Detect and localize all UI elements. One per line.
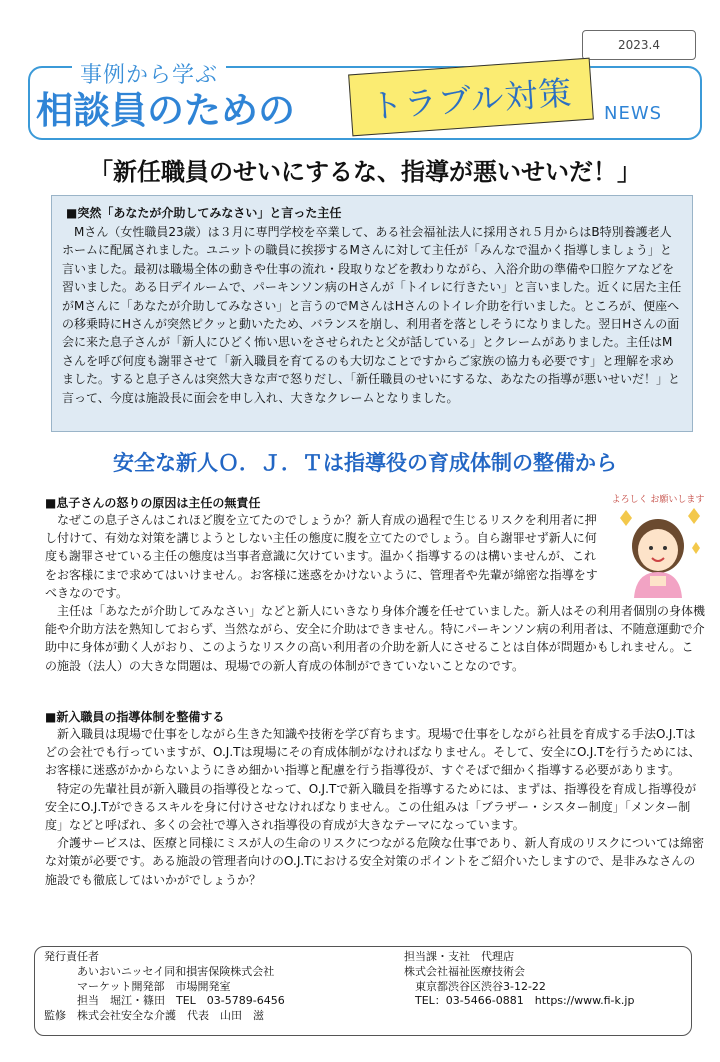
- section-cause-paragraph-1: なぜこの息子さんはこれほど腹を立てたのでしょうか？新人育成の過程で生じるリスクを利用者に押し付けて、有効な対策を講じようとしない主任の態度に腹を立てたのでしょう。自ら謝罪せず新人に何度も謝罪させている主任の態度は当事者意識に欠けています。温かく指導するのは構いませんが、これをお客様にまで求めてはいけません。お客様に迷惑をかけないように、管理者や先輩が綿密な指導をすべきなのです。: [45, 513, 598, 600]
- footer-agency: [404, 950, 634, 1009]
- case-body: Mさん（女性職員23歳）は３月に専門学校を卒業して、ある社会福祉法人に採用され５月からはB特別養護老人ホームに配属されました。ユニットの職員に挨拶するMさんに対して主任が「みんなで温かく指導しましょう」と言いました。最初は職場全体の動きや仕事の流れ・段取りなどを教わりながら、入浴介助の準備や口腔ケアなどを習いました。ある日デイルームで、パーキンソン病のHさんが「トイレに行きたい」と言いました。近くに居た主任がMさんに「あなたが介助してみなさい」と言うのでMさんはHさんのトイレ介助を行いました。ところが、便座への移乗時にHさんが突然ピクッと動いたため、バランスを崩し、利用者を落としそうになりました。翌日Hさんの面会に来た息子さんが「新人にひどく怖い思いをさせられたと父が話している」とクレームがありました。主任はMさんを呼び何度も謝罪させて「新入職員を育てるのも大切なことですからご家族の協力も必要です」と理解を求めました。すると息子さんは突然大きな声で怒りだし、「新任職員のせいにするな、あなたの指導が悪いせいだ！」と言って、今度は施設長に面会を申し入れ、大きなクレームとなりました。: [62, 225, 682, 405]
- footer-publisher-line: あいおいニッセイ同和損害保険株式会社: [44, 964, 275, 978]
- section-training-system: [45, 708, 705, 889]
- section-training-paragraph-2: 特定の先輩社員が新入職員の指導役となって、O.J.Tで新入職員を指導するためには、まずは、指導役を育成し指導役が安全にO.J.Tができるスキルを身に付けさせなければなりません。この仕組みは「ブラザー・シスター制度」「メンター制度」などと呼ばれ、多くの会社で導入され指導役の育成が大きなテーマになっています。: [45, 781, 697, 833]
- section-cause: [45, 494, 605, 602]
- section-training-paragraph-3: 介護サービスは、医療と同様にミスが人の生命のリスクにつながる危険な仕事であり、新人育成のリスクについては綿密な対策が必要です。ある施設の管理者向けのO.J.Tにおける安全対策のポイントをご紹介いたしますので、是非みなさんの施設でも徹底してはいかがでしょうか？: [45, 836, 705, 887]
- case-title: ■突然「あなたが介助してみなさい」と言った主任: [66, 206, 342, 220]
- footer-publisher-line: 担当 堀江・篠田 TEL 03-5789-6456: [44, 994, 285, 1008]
- section-cause-paragraph-2: 主任は「あなたが介助してみなさい」などと新人にいきなり身体介護を任せていました。新人はその利用者個別の身体機能や介助方法を熟知しておらず、当然ながら、安全に介助はできません。特にパーキンソン病の利用者は、不随意運動で介助中に身体が動く人がおり、このようなリスクの高い利用者の介助を新人にさせることは自体が問題かもしれません。この施設（法人）の大きな問題は、現場での新人育成の体制ができていないことなのです。: [45, 604, 706, 673]
- masthead-subtitle: 事例から学ぶ: [72, 58, 226, 89]
- footer-publisher: [44, 950, 285, 1024]
- footer-agency-line: 担当課・支社 代理店: [404, 950, 514, 963]
- masthead-stamp-label: トラブル対策: [368, 72, 574, 126]
- footer-publisher-line: マーケット開発部 市場開発室: [44, 979, 231, 993]
- mascot-illustration: [612, 488, 704, 598]
- section-training-heading: ■新入職員の指導体制を整備する: [45, 710, 225, 724]
- section-training-paragraph-1: 新入職員は現場で仕事をしながら生きた知識や技術を学び育ちます。現場で仕事をしながら社員を育成する手法O.J.Tはどの会社でも行っていますが、O.J.Tは現場にその育成体制がなければなりません。そして、安全にO.J.Tを行うためには、お客様に迷惑がかからないようにきめ細かい指導と配慮を行う指導役が、すぐそばで細かく指導する必要があります。: [45, 727, 701, 778]
- mascot-greeting: よろしく お願いします: [612, 495, 704, 505]
- issue-date: 2023.4: [582, 30, 696, 60]
- footer-agency-line: 東京都渋谷区渋谷3-12-22: [404, 979, 546, 993]
- case-box: [51, 195, 693, 432]
- section-cause-heading: ■息子さんの怒りの原因は主任の無責任: [45, 496, 261, 510]
- footer-publisher-line: 発行責任者: [44, 950, 99, 963]
- section-cause-continued: [45, 602, 705, 675]
- footer-publisher-line: 監修 株式会社安全な介護 代表 山田 滋: [44, 1009, 264, 1023]
- masthead-title: 相談員のための: [36, 89, 295, 132]
- masthead-news: NEWS: [604, 103, 663, 124]
- section-title: 安全な新人Ｏ．Ｊ．Ｔは指導役の育成体制の整備から: [113, 451, 617, 475]
- footer-agency-line: TEL：03-5466-0881 https://www.fi-k.jp: [404, 994, 635, 1008]
- headline: 「新任職員のせいにするな、指導が悪いせいだ！」: [89, 158, 641, 186]
- footer-agency-line: 株式会社福祉医療技術会: [404, 964, 525, 978]
